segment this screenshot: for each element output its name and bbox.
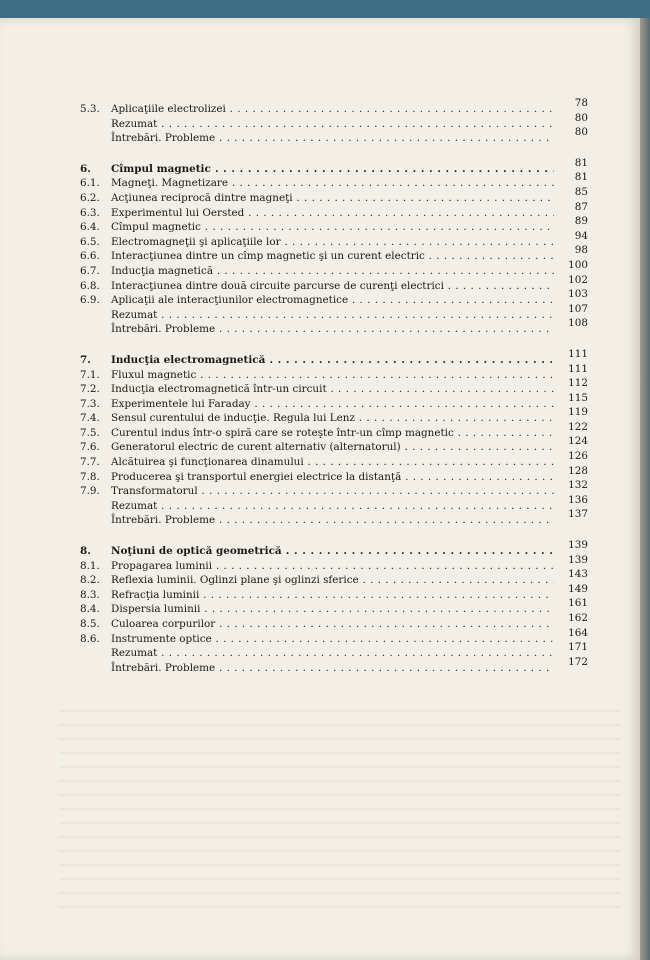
toc-entry-row [80, 288, 588, 308]
toc-entry-row [80, 641, 588, 661]
book-page [0, 18, 640, 960]
toc-entry-row [80, 582, 588, 603]
entry-page-number: 100 [568, 258, 588, 271]
entry-title: Inducţia magnetică . . . [111, 264, 554, 279]
entry-number: 6.2. [80, 191, 100, 204]
toc-entry-row [80, 111, 588, 132]
toc-section [80, 539, 588, 675]
entry-number: 8.4. [80, 603, 100, 616]
entry-page-number: 164 [568, 626, 588, 639]
toc-entry-row [80, 229, 588, 250]
entry-number: 8.5. [80, 618, 100, 630]
toc-entry-row [80, 185, 588, 206]
entry-title: Aplicaţii ale interacţiunilor electromagnetice . . . [111, 293, 554, 308]
entry-number: 8.3. [80, 588, 100, 601]
show-through-text [60, 698, 620, 908]
entry-page-number: 80 [574, 111, 588, 124]
entry-number: 6.9. [80, 294, 100, 307]
entry-number: 7.3. [80, 397, 100, 410]
entry-number: 6.7. [80, 264, 100, 277]
toc-chapter-row [80, 347, 588, 368]
entry-page-number: 112 [568, 377, 588, 390]
entry-title: Rezumat . . . [111, 499, 554, 514]
entry-number: 6.8. [80, 279, 100, 292]
entry-title: Interacţiunea dintre un cîmp magnetic şi un curent electric . . . [111, 249, 554, 264]
toc-entry-row [80, 553, 588, 574]
entry-page-number: 108 [568, 317, 588, 330]
entry-page-number: 94 [574, 229, 588, 242]
toc-entry-row [80, 171, 588, 191]
entry-title: Inducţia electromagnetică într-un circuit . . . [111, 382, 554, 397]
entry-number: 7.2. [80, 383, 100, 396]
toc-entry-row [80, 317, 588, 337]
entry-title: Întrebări. Probleme . . . [111, 322, 554, 337]
entry-page-number: 172 [568, 655, 588, 668]
entry-title: Propagarea luminii . . . [111, 559, 554, 574]
toc-entry-row [80, 200, 588, 221]
entry-number: 6.5. [80, 235, 100, 248]
page-edge [640, 18, 650, 960]
toc-entry-row [80, 391, 588, 412]
entry-title: Rezumat . . . [111, 308, 554, 323]
toc-entry-row [80, 479, 588, 499]
entry-page-number: 87 [574, 200, 588, 213]
entry-number: 7.4. [80, 412, 100, 425]
toc-entry-row [80, 362, 588, 383]
entry-page-number: 143 [568, 568, 588, 581]
entry-page-number: 161 [568, 597, 588, 610]
entry-title: Rezumat . . . [111, 646, 554, 661]
entry-page-number: 139 [568, 539, 588, 552]
entry-page-number: 111 [568, 347, 588, 360]
entry-number: 7.5. [80, 426, 100, 439]
entry-number: 8.2. [80, 574, 100, 587]
toc-chapter-row [80, 156, 588, 177]
entry-page-number: 122 [568, 420, 588, 433]
entry-title: Acţiunea reciprocă dintre magneţi . . . [111, 191, 554, 206]
entry-page-number: 98 [574, 244, 588, 257]
entry-page-number: 115 [568, 391, 588, 404]
entry-page-number: 107 [568, 302, 588, 315]
toc-entry-row [80, 597, 588, 617]
toc-entry-row [80, 97, 588, 117]
entry-page-number: 81 [574, 171, 588, 184]
entry-title: Reflexia luminii. Oglinzi plane şi oglinzi sferice . . . [111, 573, 554, 588]
entry-number: 7.7. [80, 456, 100, 469]
toc-entry-row [80, 435, 588, 455]
entry-title: Culoarea corpurilor . . . [111, 617, 554, 632]
toc-entry-row [80, 273, 588, 294]
toc-entry-row [80, 126, 588, 146]
entry-title: Noţiuni de optică geometrică . . . [111, 544, 554, 559]
toc-entry-row [80, 215, 588, 235]
entry-number: 6.1. [80, 177, 100, 190]
entry-page-number: 102 [568, 273, 588, 286]
entry-page-number: 89 [574, 215, 588, 228]
toc-entry-row [80, 464, 588, 485]
entry-page-number: 81 [574, 156, 588, 169]
table-of-contents [80, 97, 588, 691]
entry-title: Rezumat . . . [111, 117, 554, 132]
entry-title: Aplicaţiile electrolizei . . . [111, 102, 554, 117]
entry-number: 5.3. [80, 103, 100, 115]
entry-title: Cîmpul magnetic . . . [111, 162, 554, 177]
entry-page-number: 85 [574, 185, 588, 198]
entry-title: Dispersia luminii . . . [111, 602, 554, 617]
entry-title: Sensul curentului de inducţie. Regula lui Lenz . . . [111, 411, 554, 426]
entry-page-number: 171 [568, 641, 588, 654]
entry-page-number: 132 [568, 479, 588, 492]
toc-entry-row [80, 420, 588, 441]
entry-page-number: 103 [568, 288, 588, 301]
entry-title: Experimentul lui Oersted . . . [111, 206, 554, 221]
entry-number: 6. [80, 162, 91, 175]
entry-title: Magneţi. Magnetizare . . . [111, 176, 554, 191]
entry-number: 6.6. [80, 250, 100, 263]
entry-page-number: 136 [568, 493, 588, 506]
entry-title: Alcătuirea şi funcţionarea dinamului . . . [111, 455, 554, 470]
entry-title: Interacţiunea dintre două circuite parcurse de curenţi electrici . . . [111, 279, 554, 294]
entry-number: 6.4. [80, 221, 100, 234]
toc-chapter-row [80, 539, 588, 559]
entry-number: 7. [80, 353, 91, 366]
entry-title: Generatorul electric de curent alternativ (alternatorul) . . . [111, 440, 554, 455]
entry-title: Fluxul magnetic . . . [111, 368, 554, 383]
entry-page-number: 124 [568, 435, 588, 448]
entry-number: 7.8. [80, 470, 100, 483]
entry-title: Curentul indus într-o spiră care se roteşte într-un cîmp magnetic . . . [111, 426, 554, 441]
toc-entry-row [80, 508, 588, 528]
entry-page-number: 119 [568, 406, 588, 419]
entry-title: Întrebări. Probleme . . . [111, 661, 554, 676]
toc-entry-row [80, 568, 588, 588]
entry-title: Întrebări. Probleme . . . [111, 513, 554, 528]
toc-entry-row [80, 258, 588, 279]
toc-entry-row [80, 377, 588, 397]
entry-number: 8. [80, 545, 91, 558]
toc-entry-row [80, 244, 588, 264]
toc-section [80, 347, 588, 528]
entry-number: 7.9. [80, 485, 100, 498]
entry-page-number: 137 [568, 508, 588, 521]
entry-page-number: 162 [568, 612, 588, 624]
entry-title: Inducţia electromagnetică . . . [111, 353, 554, 368]
entry-title: Refracţia luminii . . . [111, 588, 554, 603]
entry-number: 7.6. [80, 441, 100, 454]
entry-title: Întrebări. Probleme . . . [111, 131, 554, 146]
entry-title: Experimentele lui Faraday . . . [111, 397, 554, 412]
entry-number: 8.1. [80, 559, 100, 572]
entry-page-number: 111 [568, 362, 588, 375]
toc-section [80, 97, 588, 146]
entry-title: Transformatorul . . . [111, 484, 554, 499]
entry-number: 8.6. [80, 632, 100, 645]
toc-entry-row [80, 493, 588, 514]
entry-number: 7.1. [80, 368, 100, 381]
entry-page-number: 78 [574, 97, 588, 109]
toc-entry-row [80, 626, 588, 647]
entry-page-number: 126 [568, 450, 588, 463]
entry-page-number: 128 [568, 464, 588, 477]
entry-title: Electromagneţii şi aplicaţiile lor . . . [111, 235, 554, 250]
toc-entry-row [80, 612, 588, 632]
toc-entry-row [80, 406, 588, 426]
entry-page-number: 80 [574, 126, 588, 139]
entry-number: 6.3. [80, 206, 100, 219]
entry-page-number: 139 [568, 553, 588, 566]
entry-title: Cîmpul magnetic . . . [111, 220, 554, 235]
toc-section [80, 156, 588, 337]
entry-title: Producerea şi transportul energiei electrice la distanţă . . . [111, 470, 554, 485]
toc-entry-row [80, 655, 588, 676]
toc-entry-row [80, 302, 588, 323]
entry-title: Instrumente optice . . . [111, 632, 554, 647]
toc-entry-row [80, 450, 588, 470]
entry-page-number: 149 [568, 582, 588, 595]
